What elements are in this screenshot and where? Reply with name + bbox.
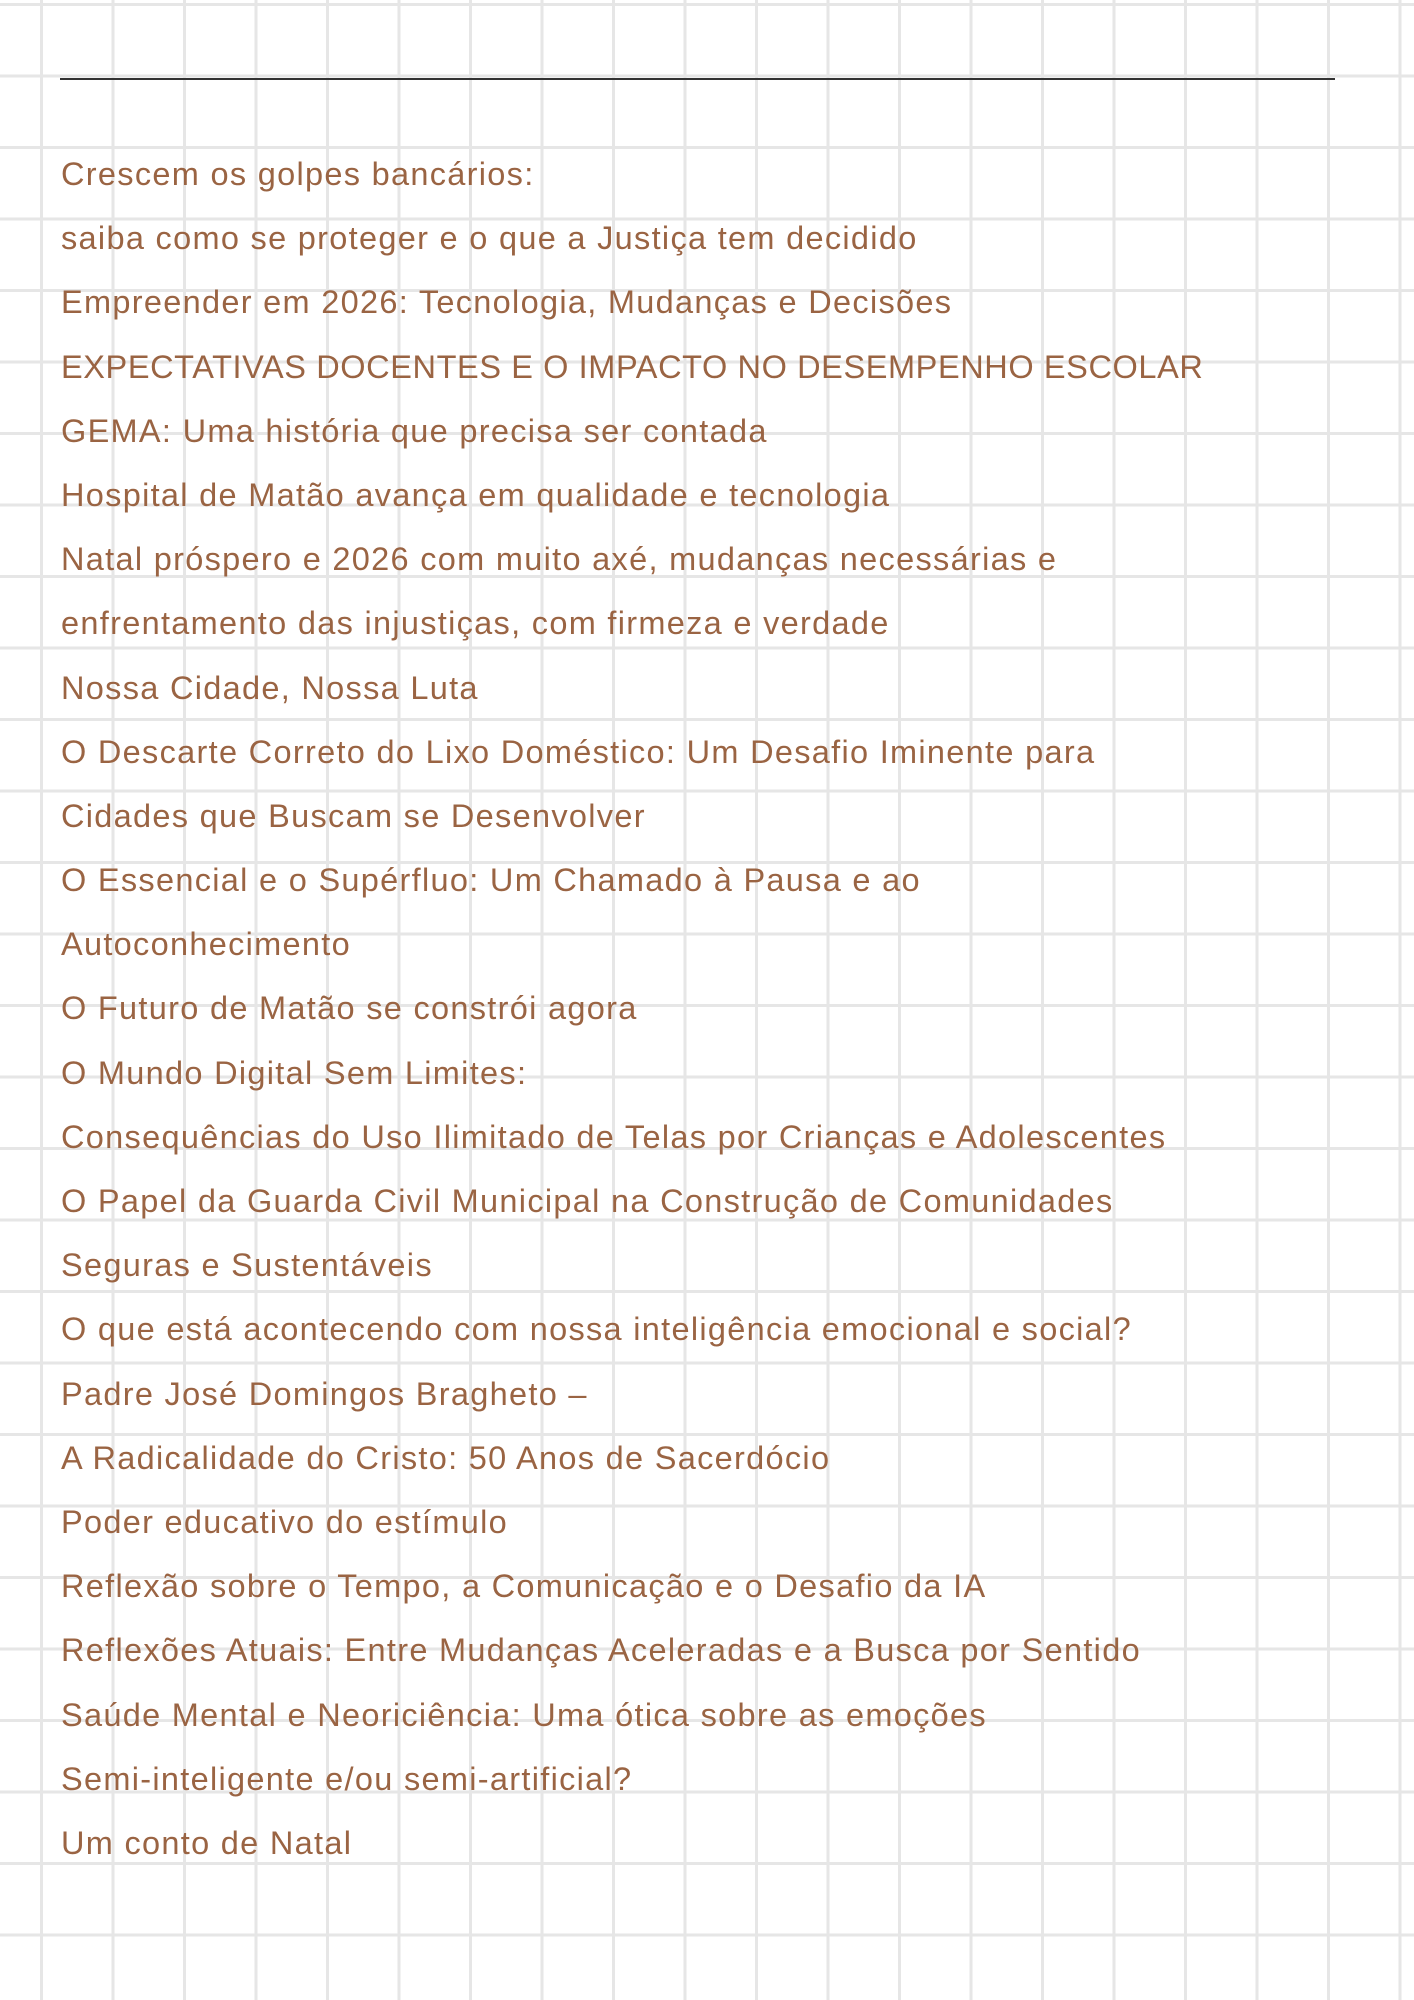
article-title-line: O Essencial e o Supérfluo: Um Chamado à Pausa e ao	[61, 862, 921, 899]
article-title-line: Saúde Mental e Neoriciência: Uma ótica sobre as emoções	[61, 1696, 987, 1733]
article-title-line: O que está acontecendo com nossa inteligência emocional e social?	[61, 1311, 1132, 1348]
list-item	[61, 1683, 1381, 1747]
article-title-line: saiba como se proteger e o que a Justiça tem decidido	[61, 220, 918, 257]
list-item	[61, 142, 1381, 270]
list-item	[61, 1362, 1381, 1490]
article-title-line: GEMA: Uma história que precisa ser contada	[61, 412, 768, 449]
article-title-line: Hospital de Matão avança em qualidade e tecnologia	[61, 476, 891, 513]
article-link[interactable]	[61, 1554, 1381, 1618]
list-item	[61, 1811, 1381, 1875]
article-link[interactable]	[61, 1362, 1381, 1490]
article-link[interactable]	[61, 399, 1381, 463]
article-title-line: O Mundo Digital Sem Limites:	[61, 1054, 528, 1091]
list-item	[61, 1169, 1381, 1297]
article-title-line: Autoconhecimento	[61, 926, 352, 963]
article-title-line: Um conto de Natal	[61, 1824, 353, 1861]
article-title-line: O Futuro de Matão se constrói agora	[61, 990, 638, 1027]
list-item	[61, 1041, 1381, 1169]
article-link[interactable]	[61, 976, 1381, 1040]
article-link[interactable]	[61, 1618, 1381, 1682]
article-link[interactable]	[61, 463, 1381, 527]
article-title-line: Empreender em 2026: Tecnologia, Mudanças e Decisões	[61, 284, 953, 321]
article-link[interactable]	[61, 1683, 1381, 1747]
article-link[interactable]	[61, 1490, 1381, 1554]
article-title-line: Reflexões Atuais: Entre Mudanças Aceleradas e a Busca por Sentido	[61, 1632, 1141, 1669]
list-item	[61, 1297, 1381, 1361]
article-title-line: A Radicalidade do Cristo: 50 Anos de Sacerdócio	[61, 1439, 831, 1476]
article-title-line: Padre José Domingos Bragheto –	[61, 1375, 588, 1412]
list-item	[61, 656, 1381, 720]
article-link[interactable]	[61, 142, 1381, 270]
article-link[interactable]	[61, 527, 1381, 655]
article-title-line: Cidades que Buscam se Desenvolver	[61, 797, 646, 834]
list-item	[61, 527, 1381, 655]
article-title-line: O Descarte Correto do Lixo Doméstico: Um Desafio Iminente para	[61, 733, 1096, 770]
list-item	[61, 399, 1381, 463]
article-title-line: EXPECTATIVAS DOCENTES E O IMPACTO NO DESEMPENHO ESCOLAR	[61, 348, 1204, 385]
article-title-line: Poder educativo do estímulo	[61, 1503, 509, 1540]
list-item	[61, 1747, 1381, 1811]
list-item	[61, 463, 1381, 527]
article-link[interactable]	[61, 1041, 1381, 1169]
list-item	[61, 1618, 1381, 1682]
article-link[interactable]	[61, 848, 1381, 976]
article-link[interactable]	[61, 270, 1381, 334]
article-title-line: Natal próspero e 2026 com muito axé, mudanças necessárias e	[61, 541, 1058, 578]
article-title-line: O Papel da Guarda Civil Municipal na Construção de Comunidades	[61, 1183, 1114, 1219]
article-link[interactable]	[61, 1747, 1381, 1811]
article-title-line: Crescem os golpes bancários:	[61, 156, 535, 192]
article-title-line: Consequências do Uso Ilimitado de Telas por Crianças e Adolescentes	[61, 1118, 1167, 1155]
list-item	[61, 1554, 1381, 1618]
article-link[interactable]	[61, 1169, 1381, 1297]
article-title-line: enfrentamento das injustiças, com firmeza e verdade	[61, 605, 890, 642]
article-title-line: Seguras e Sustentáveis	[61, 1247, 433, 1284]
article-link[interactable]	[61, 1297, 1381, 1361]
list-item	[61, 1490, 1381, 1554]
list-item	[61, 848, 1381, 976]
article-title-line: Nossa Cidade, Nossa Luta	[61, 669, 479, 706]
list-item	[61, 270, 1381, 334]
article-link[interactable]	[61, 335, 1381, 399]
article-title-line: Reflexão sobre o Tempo, a Comunicação e o Desafio da IA	[61, 1568, 987, 1605]
list-item	[61, 720, 1381, 848]
article-link[interactable]	[61, 1811, 1381, 1875]
article-link[interactable]	[61, 656, 1381, 720]
article-title-line: Semi-inteligente e/ou semi-artificial?	[61, 1760, 633, 1797]
header-divider	[60, 78, 1335, 80]
article-link[interactable]	[61, 720, 1381, 848]
list-item	[61, 335, 1381, 399]
list-item	[61, 976, 1381, 1040]
article-list	[61, 142, 1381, 1875]
